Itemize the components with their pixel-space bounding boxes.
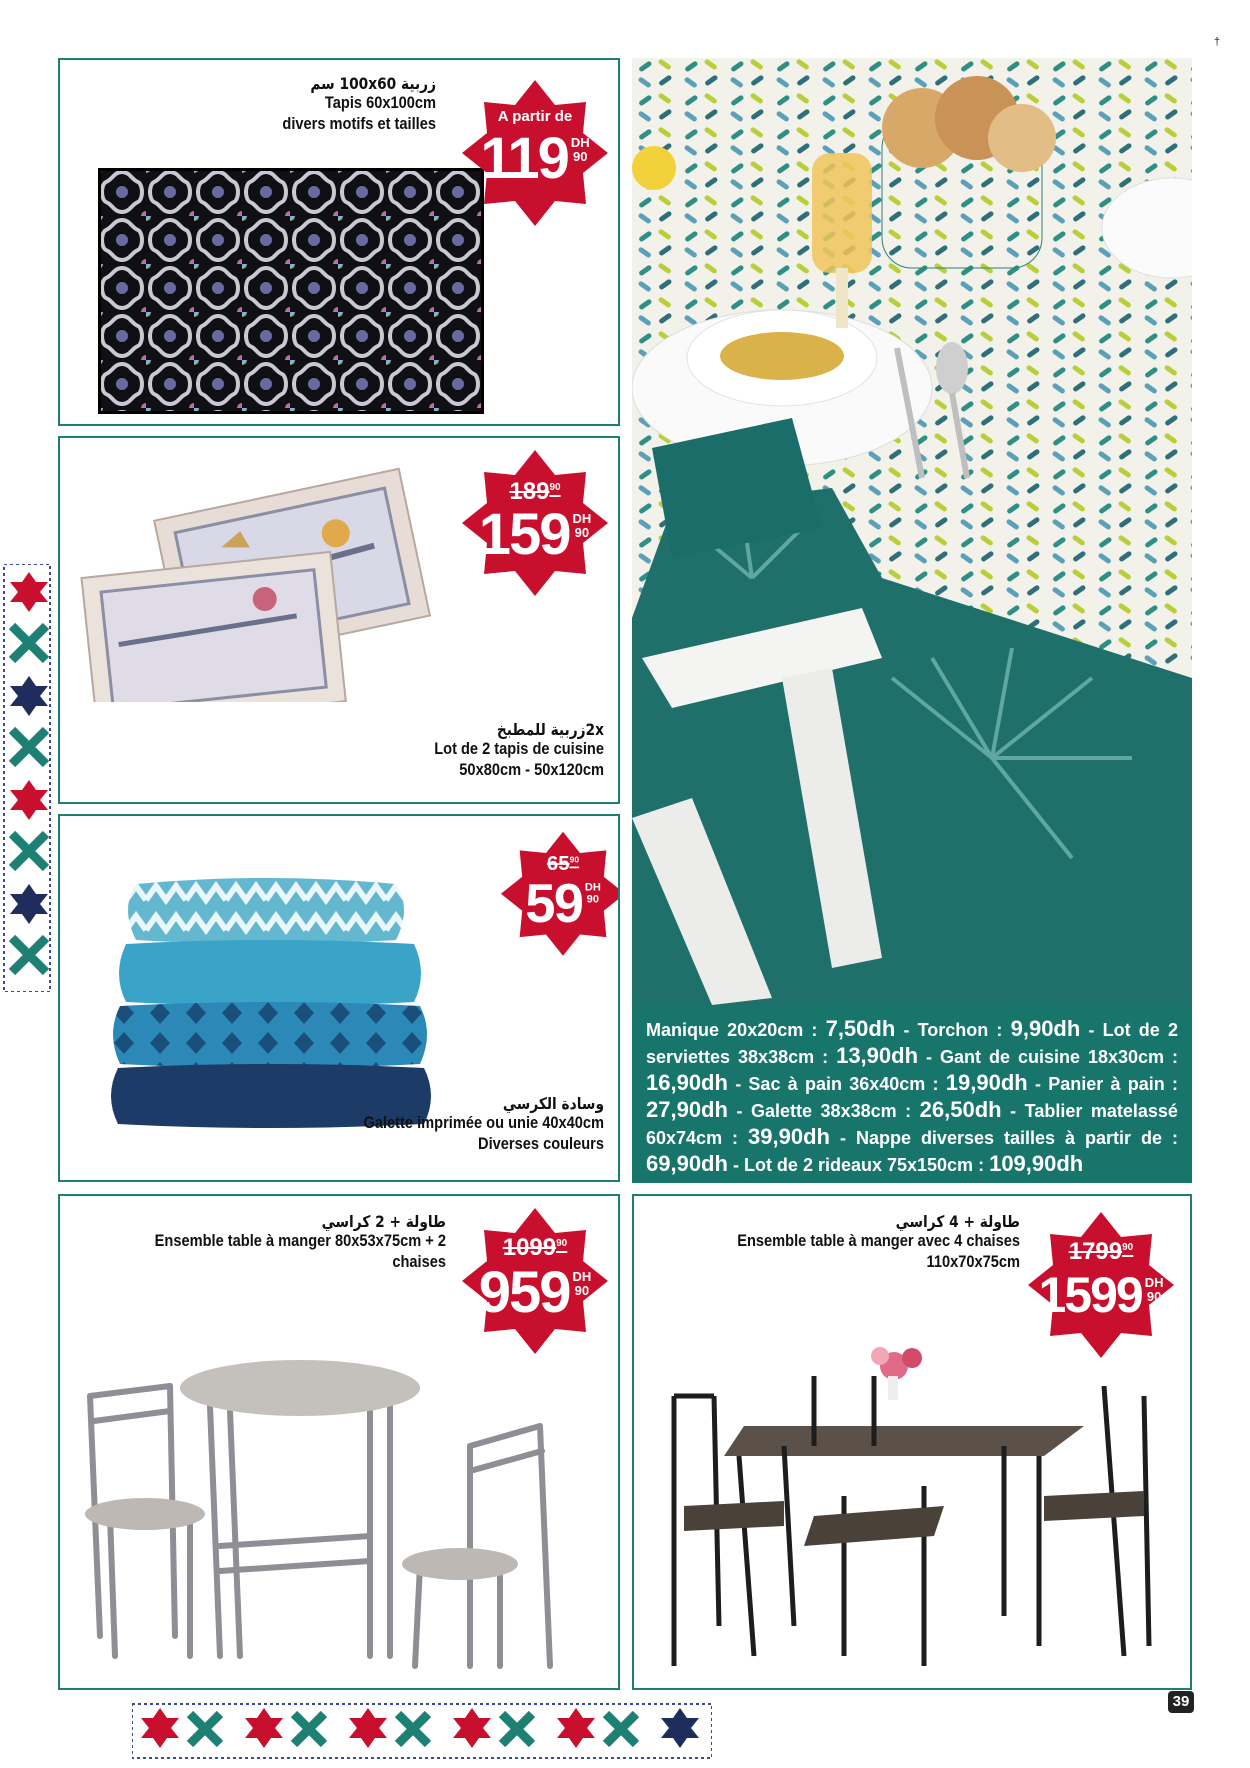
- ensemble4-arabic: طاولة + 4 كراسي: [895, 1212, 1020, 1231]
- price-cents: 90: [586, 892, 599, 906]
- price-galette: 59: [525, 872, 583, 934]
- linge-item-price: 16,90dh: [646, 1070, 728, 1095]
- linge-table-box: [632, 1005, 1192, 1183]
- price-tapis: 119: [480, 126, 568, 191]
- tapis-cuisine-image: [78, 452, 458, 702]
- price-cents: 90: [574, 1283, 590, 1299]
- tapis-cuisine-name: Lot de 2 tapis de cuisine: [434, 739, 604, 759]
- price-cents: 90: [573, 149, 588, 165]
- old-cents: 90: [556, 1238, 568, 1249]
- price-cents: 90: [1146, 1289, 1162, 1305]
- linge-item-price: 69,90dh: [646, 1151, 728, 1176]
- linge-item-label: Manique 20x20cm :: [646, 1020, 818, 1040]
- linge-item-label: - Tablier matelassé 60x74cm :: [646, 1101, 1178, 1148]
- linge-item-price: 39,90dh: [748, 1124, 830, 1149]
- linge-item-label: - Lot de 2 rideaux 75x150cm :: [732, 1155, 985, 1175]
- linge-item-label: - Galette 38x38cm :: [736, 1101, 912, 1121]
- linge-item-price: 13,90dh: [836, 1043, 919, 1068]
- old-price: 1099: [502, 1234, 557, 1261]
- page-number: 39: [1168, 1691, 1194, 1713]
- galette-desc: Diverses couleurs: [478, 1133, 604, 1153]
- table-4-chaises-image: [644, 1326, 1164, 1676]
- currency-dh: DH: [572, 1269, 592, 1284]
- old-cents: 90: [569, 855, 580, 865]
- tapis-desc: divers motifs et tailles: [282, 113, 436, 133]
- old-price: 65: [546, 852, 570, 876]
- price-badge-ensemble2: [460, 1206, 610, 1356]
- price-cents: 90: [574, 525, 590, 541]
- linge-item-label: - Nappe diverses tailles à partir de :: [839, 1128, 1178, 1148]
- galette-name: Galette imprimée ou unie 40x40cm: [363, 1113, 604, 1133]
- old-price: 1799: [1068, 1238, 1123, 1265]
- price-badge-tapis-cuisine: [460, 448, 610, 598]
- price-badge-tapis: [460, 78, 610, 228]
- linge-item-price: 19,90dh: [945, 1070, 1028, 1095]
- price-badge-galette: [499, 830, 620, 958]
- old-price: 189: [509, 478, 550, 505]
- ensemble2-arabic: طاولة + 2 كراسي: [321, 1212, 446, 1231]
- table-2-chaises-image: [70, 1336, 590, 1676]
- linge-item-price: 26,50dh: [919, 1097, 1002, 1122]
- tapis-cuisine-arabic: 2xزربية للمطبخ: [496, 720, 604, 739]
- price-ensemble4: 1599: [1038, 1267, 1142, 1323]
- linge-item-price: 7,50dh: [825, 1016, 896, 1041]
- linge-item-label: - Panier à pain :: [1034, 1074, 1178, 1094]
- linge-item-label: - Gant de cuisine 18x30cm :: [926, 1047, 1178, 1067]
- old-cents: 90: [1122, 1242, 1134, 1253]
- panel-tapis-cuisine: [58, 436, 620, 804]
- linge-item-label: - Sac à pain 36x40cm :: [735, 1074, 939, 1094]
- hero-table-photo: [632, 58, 1192, 1005]
- panel-galette: [58, 814, 620, 1182]
- price-tapis-cuisine: 159: [478, 502, 570, 567]
- panel-ensemble-2-chaises: [58, 1194, 620, 1690]
- ensemble2-name: Ensemble table à manger 80x53x75cm + 2 chaises: [154, 1231, 446, 1271]
- price-ensemble2: 959: [478, 1260, 570, 1325]
- tapis-arabic: زربية 100x60 سم: [310, 74, 436, 93]
- currency-dh: DH: [570, 135, 590, 150]
- old-cents: 90: [549, 482, 561, 493]
- linge-item-price: 27,90dh: [646, 1097, 728, 1122]
- galette-arabic: وسادة الكرسي: [502, 1094, 604, 1113]
- ensemble4-desc: 110x70x75cm: [926, 1251, 1020, 1271]
- tapis-name: Tapis 60x100cm: [324, 93, 436, 113]
- panel-ensemble-4-chaises: [632, 1194, 1192, 1690]
- linge-item-price: 9,90dh: [1010, 1016, 1081, 1041]
- currency-dh: DH: [1144, 1275, 1164, 1290]
- ensemble4-name: Ensemble table à manger avec 4 chaises: [737, 1231, 1020, 1251]
- galette-image: [106, 878, 436, 1128]
- currency-dh: DH: [572, 511, 592, 526]
- decorative-border-left: [0, 564, 58, 992]
- panel-tapis: [58, 58, 620, 426]
- linge-item-price: 109,90dh: [989, 1151, 1084, 1176]
- decorative-border-bottom: [132, 1700, 712, 1762]
- currency-dh: DH: [584, 880, 601, 893]
- tapis-image: [98, 168, 484, 414]
- linge-item-label: - Torchon :: [903, 1020, 1003, 1040]
- from-label: A partir de: [497, 108, 573, 125]
- corner-mark: †: [1214, 36, 1221, 48]
- linge-item-label: - Lot de 2 serviettes 38x38cm :: [646, 1020, 1178, 1067]
- tapis-cuisine-desc: 50x80cm - 50x120cm: [459, 759, 604, 779]
